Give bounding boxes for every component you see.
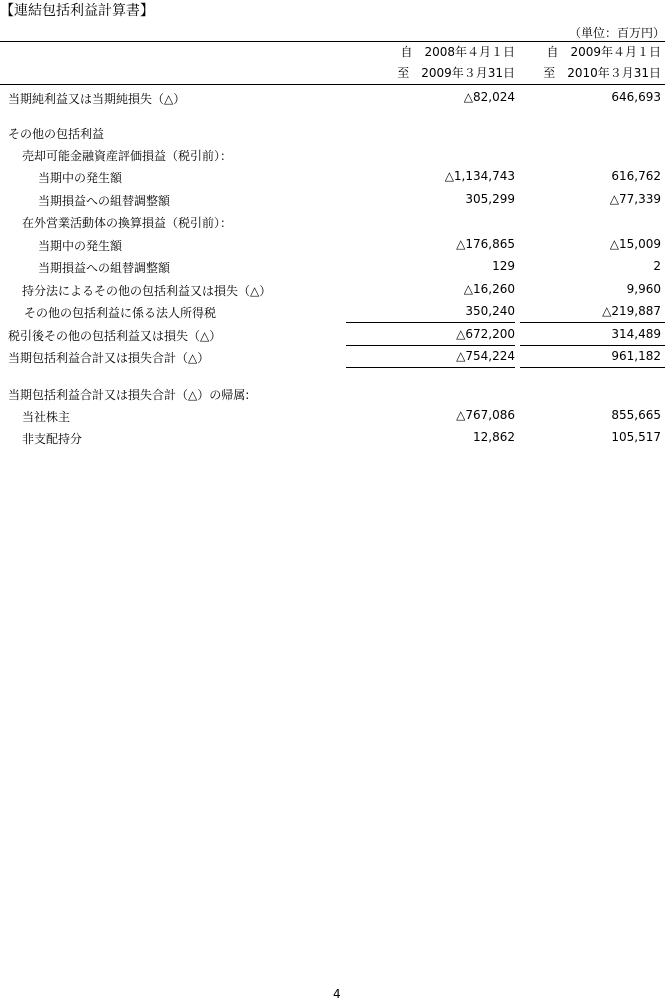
table-row — [0, 405, 667, 427]
row-label: 当期中の発生額 — [38, 239, 123, 253]
table-row — [0, 301, 667, 323]
value-prior: 129 — [492, 259, 515, 273]
row-label: 当期損益への組替調整額 — [38, 194, 171, 208]
value-current: 9,960 — [626, 282, 661, 296]
row-label: 当期損益への組替調整額 — [38, 261, 171, 275]
value-current: 616,762 — [611, 169, 661, 183]
period-from: 自 2008年４月１日 — [400, 45, 515, 59]
value-current: △77,339 — [609, 192, 661, 206]
value-prior: △1,134,743 — [444, 169, 515, 183]
period-header-prior — [397, 42, 515, 84]
value-prior: △767,086 — [456, 408, 515, 422]
value-current: △15,009 — [609, 237, 661, 251]
total-rule — [346, 367, 515, 368]
value-prior: 12,862 — [473, 430, 515, 444]
row-label: 当期包括利益合計又は損失合計（△） — [8, 351, 210, 365]
value-current: △219,887 — [602, 304, 661, 318]
value-prior: 350,240 — [465, 304, 515, 318]
table-row — [0, 189, 667, 211]
page-number: 4 — [333, 987, 341, 1001]
total-rule — [520, 367, 665, 368]
value-prior: 305,299 — [465, 192, 515, 206]
table-row — [0, 427, 667, 449]
value-current: 855,665 — [611, 408, 661, 422]
period-to: 至 2009年３月31日 — [397, 66, 515, 80]
period-header-current — [543, 42, 661, 84]
table-row — [0, 234, 667, 256]
row-label: 非支配持分 — [22, 432, 83, 446]
value-current: 2 — [653, 259, 661, 273]
statement-title: 【連結包括利益計算書】 — [0, 3, 154, 19]
row-label: 当期中の発生額 — [38, 171, 123, 185]
value-prior: △16,260 — [463, 282, 515, 296]
value-prior: △672,200 — [456, 327, 515, 341]
table-row — [0, 383, 667, 405]
period-to: 至 2010年３月31日 — [543, 66, 661, 80]
subtotal-rule — [520, 322, 665, 323]
table-row — [0, 144, 667, 166]
subsection-label: 在外営業活動体の換算損益（税引前）： — [22, 216, 233, 230]
row-label: その他の包括利益に係る法人所得税 — [24, 306, 217, 320]
subsection-label: 売却可能金融資産評価損益（税引前）： — [22, 149, 233, 163]
value-current: 105,517 — [611, 430, 661, 444]
table-row — [0, 279, 667, 301]
value-prior: △82,024 — [463, 90, 515, 104]
header-bottom-rule — [0, 84, 665, 85]
section-label: 当期包括利益合計又は損失合計（△）の帰属: — [8, 388, 250, 402]
row-label: 当社株主 — [22, 410, 71, 424]
value-current: 961,182 — [611, 349, 661, 363]
table-row — [0, 122, 667, 144]
table-row — [0, 256, 667, 278]
table-row — [0, 211, 667, 233]
value-prior: △176,865 — [456, 237, 515, 251]
row-label: 当期純利益又は当期純損失（△） — [8, 92, 186, 106]
period-from: 自 2009年４月１日 — [546, 45, 661, 59]
unit-label: （単位：百万円） — [568, 26, 665, 40]
section-label: その他の包括利益 — [8, 127, 105, 141]
subtotal-rule — [346, 322, 515, 323]
table-row — [0, 324, 667, 346]
table-row — [0, 87, 667, 109]
row-label: 税引後その他の包括利益又は損失（△） — [8, 329, 222, 343]
value-prior: △754,224 — [456, 349, 515, 363]
value-current: 646,693 — [611, 90, 661, 104]
table-row — [0, 346, 667, 368]
row-label: 持分法によるその他の包括利益又は損失（△） — [22, 284, 272, 298]
table-row — [0, 166, 667, 188]
value-current: 314,489 — [611, 327, 661, 341]
